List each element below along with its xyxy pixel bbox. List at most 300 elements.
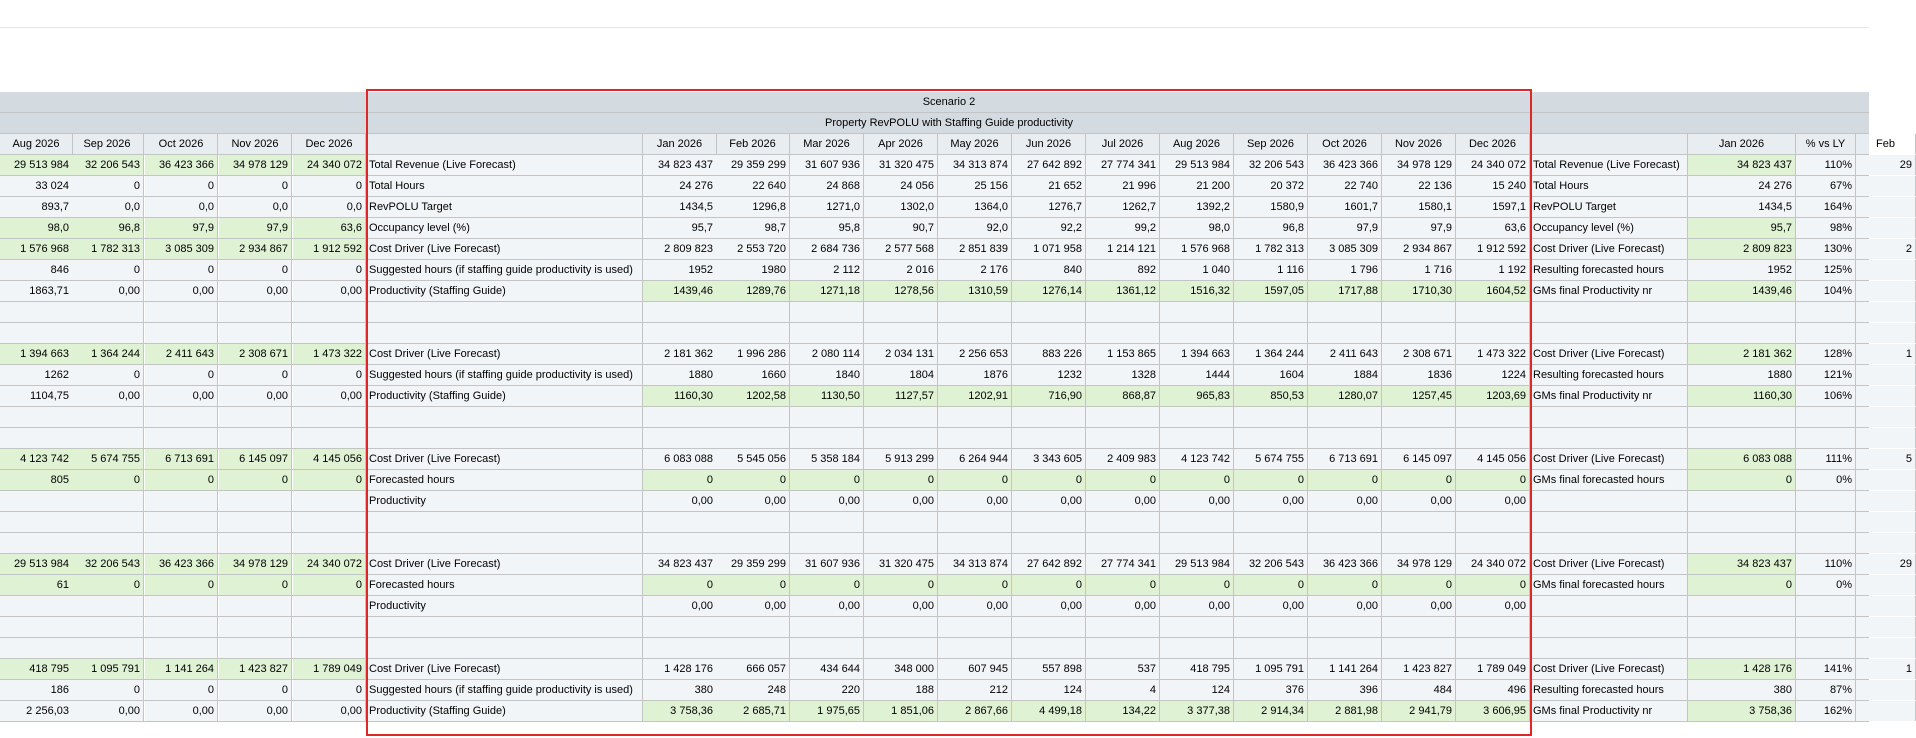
value-cell[interactable]: 1392,2 bbox=[1160, 197, 1234, 217]
value-cell[interactable] bbox=[716, 407, 790, 427]
right-value-cell[interactable]: 125% bbox=[1796, 260, 1856, 280]
value-cell[interactable]: 2 176 bbox=[938, 260, 1012, 280]
left-value-cell[interactable]: 0 bbox=[219, 260, 292, 280]
right-value-cell[interactable] bbox=[1688, 617, 1796, 637]
value-cell[interactable]: 1604,52 bbox=[1456, 281, 1530, 301]
right-value-cell[interactable]: 1 bbox=[1856, 659, 1916, 679]
value-cell[interactable]: 0,00 bbox=[1234, 596, 1308, 616]
left-value-cell[interactable] bbox=[0, 617, 73, 637]
left-value-cell[interactable] bbox=[0, 491, 73, 511]
value-cell[interactable]: 0,00 bbox=[1308, 491, 1382, 511]
left-value-cell[interactable]: 1 576 968 bbox=[0, 239, 73, 259]
left-value-cell[interactable] bbox=[219, 428, 292, 448]
right-value-cell[interactable] bbox=[1856, 533, 1916, 553]
right-value-cell[interactable] bbox=[1856, 512, 1916, 532]
value-cell[interactable]: 27 642 892 bbox=[1012, 554, 1086, 574]
left-value-cell[interactable]: 32 206 543 bbox=[71, 155, 144, 175]
value-cell[interactable]: 29 359 299 bbox=[716, 554, 790, 574]
right-value-cell[interactable] bbox=[1856, 701, 1916, 721]
left-value-cell[interactable]: 32 206 543 bbox=[71, 554, 144, 574]
value-cell[interactable] bbox=[864, 323, 938, 343]
right-label-cell[interactable]: Cost Driver (Live Forecast) bbox=[1530, 344, 1688, 364]
row-label-cell[interactable]: Suggested hours (if staffing guide productivity is used) bbox=[366, 260, 643, 280]
left-value-cell[interactable]: 1 364 244 bbox=[71, 344, 144, 364]
value-cell[interactable]: 0 bbox=[1160, 575, 1234, 595]
left-value-cell[interactable]: 0 bbox=[219, 575, 292, 595]
value-cell[interactable]: 0,00 bbox=[716, 491, 790, 511]
value-cell[interactable]: 29 513 984 bbox=[1160, 155, 1234, 175]
right-value-cell[interactable] bbox=[1796, 491, 1856, 511]
value-cell[interactable] bbox=[1160, 323, 1234, 343]
value-cell[interactable] bbox=[1382, 302, 1456, 322]
value-cell[interactable] bbox=[1456, 302, 1530, 322]
left-value-cell[interactable]: 29 513 984 bbox=[0, 554, 73, 574]
value-cell[interactable]: 0,00 bbox=[1012, 596, 1086, 616]
left-value-cell[interactable]: 34 978 129 bbox=[219, 554, 292, 574]
value-cell[interactable] bbox=[1456, 617, 1530, 637]
value-cell[interactable]: 868,87 bbox=[1086, 386, 1160, 406]
value-cell[interactable]: 2 308 671 bbox=[1382, 344, 1456, 364]
left-value-cell[interactable]: 0 bbox=[71, 470, 144, 490]
value-cell[interactable]: 883 226 bbox=[1012, 344, 1086, 364]
value-cell[interactable]: 1289,76 bbox=[716, 281, 790, 301]
value-cell[interactable]: 2 181 362 bbox=[643, 344, 717, 364]
value-cell[interactable]: 0 bbox=[1456, 470, 1530, 490]
value-cell[interactable]: 34 823 437 bbox=[643, 554, 717, 574]
value-cell[interactable]: 34 978 129 bbox=[1382, 155, 1456, 175]
value-cell[interactable] bbox=[938, 323, 1012, 343]
value-cell[interactable]: 27 642 892 bbox=[1012, 155, 1086, 175]
value-cell[interactable]: 2 034 131 bbox=[864, 344, 938, 364]
value-cell[interactable]: 22 136 bbox=[1382, 176, 1456, 196]
left-value-cell[interactable]: 1863,71 bbox=[0, 281, 73, 301]
value-cell[interactable]: 34 978 129 bbox=[1382, 554, 1456, 574]
left-value-cell[interactable]: 0 bbox=[293, 365, 366, 385]
value-cell[interactable]: 1 423 827 bbox=[1382, 659, 1456, 679]
value-cell[interactable] bbox=[1456, 407, 1530, 427]
left-value-cell[interactable]: 6 145 097 bbox=[219, 449, 292, 469]
row-label-cell[interactable]: Productivity (Staffing Guide) bbox=[366, 281, 643, 301]
value-cell[interactable]: 1439,46 bbox=[643, 281, 717, 301]
left-value-cell[interactable]: 0 bbox=[71, 365, 144, 385]
value-cell[interactable]: 434 644 bbox=[790, 659, 864, 679]
right-value-cell[interactable] bbox=[1688, 596, 1796, 616]
value-cell[interactable] bbox=[1456, 533, 1530, 553]
left-value-cell[interactable]: 0 bbox=[293, 260, 366, 280]
right-value-cell[interactable]: 130% bbox=[1796, 239, 1856, 259]
value-cell[interactable]: 0,00 bbox=[1308, 596, 1382, 616]
left-value-cell[interactable]: 33 024 bbox=[0, 176, 73, 196]
value-cell[interactable]: 0,00 bbox=[1086, 491, 1160, 511]
value-cell[interactable]: 6 083 088 bbox=[643, 449, 717, 469]
left-value-cell[interactable]: 4 123 742 bbox=[0, 449, 73, 469]
value-cell[interactable]: 21 200 bbox=[1160, 176, 1234, 196]
left-value-cell[interactable]: 1 141 264 bbox=[145, 659, 218, 679]
left-value-cell[interactable] bbox=[0, 323, 73, 343]
left-value-cell[interactable]: 846 bbox=[0, 260, 73, 280]
value-cell[interactable] bbox=[716, 638, 790, 658]
right-value-cell[interactable]: 1439,46 bbox=[1688, 281, 1796, 301]
value-cell[interactable] bbox=[716, 512, 790, 532]
value-cell[interactable] bbox=[864, 428, 938, 448]
value-cell[interactable]: 1 214 121 bbox=[1086, 239, 1160, 259]
value-cell[interactable]: 5 913 299 bbox=[864, 449, 938, 469]
value-cell[interactable]: 95,7 bbox=[643, 218, 717, 238]
value-cell[interactable] bbox=[938, 512, 1012, 532]
right-label-cell[interactable]: Resulting forecasted hours bbox=[1530, 260, 1688, 280]
value-cell[interactable]: 666 057 bbox=[716, 659, 790, 679]
value-cell[interactable]: 1364,0 bbox=[938, 197, 1012, 217]
value-cell[interactable] bbox=[790, 428, 864, 448]
right-label-cell[interactable]: GMs final forecasted hours bbox=[1530, 470, 1688, 490]
value-cell[interactable]: 0,00 bbox=[938, 491, 1012, 511]
value-cell[interactable]: 1597,05 bbox=[1234, 281, 1308, 301]
right-value-cell[interactable]: 34 823 437 bbox=[1688, 554, 1796, 574]
value-cell[interactable] bbox=[1382, 533, 1456, 553]
value-cell[interactable]: 3 758,36 bbox=[643, 701, 717, 721]
value-cell[interactable]: 380 bbox=[643, 680, 717, 700]
right-value-cell[interactable] bbox=[1856, 638, 1916, 658]
right-value-cell[interactable] bbox=[1688, 407, 1796, 427]
value-cell[interactable]: 1880 bbox=[643, 365, 717, 385]
value-cell[interactable]: 3 085 309 bbox=[1308, 239, 1382, 259]
value-cell[interactable] bbox=[1234, 407, 1308, 427]
value-cell[interactable]: 0,00 bbox=[864, 491, 938, 511]
left-value-cell[interactable]: 1262 bbox=[0, 365, 73, 385]
right-value-cell[interactable]: 1434,5 bbox=[1688, 197, 1796, 217]
left-value-cell[interactable]: 36 423 366 bbox=[145, 554, 218, 574]
value-cell[interactable]: 0,00 bbox=[1086, 596, 1160, 616]
value-cell[interactable]: 1361,12 bbox=[1086, 281, 1160, 301]
left-value-cell[interactable] bbox=[219, 533, 292, 553]
right-value-cell[interactable]: 0% bbox=[1796, 575, 1856, 595]
value-cell[interactable] bbox=[938, 533, 1012, 553]
right-label-cell[interactable] bbox=[1530, 596, 1688, 616]
value-cell[interactable]: 2 881,98 bbox=[1308, 701, 1382, 721]
value-cell[interactable] bbox=[1234, 617, 1308, 637]
value-cell[interactable]: 98,0 bbox=[1160, 218, 1234, 238]
right-value-cell[interactable]: 121% bbox=[1796, 365, 1856, 385]
left-value-cell[interactable] bbox=[0, 512, 73, 532]
right-value-cell[interactable] bbox=[1856, 407, 1916, 427]
left-value-cell[interactable]: 0 bbox=[145, 176, 218, 196]
left-value-cell[interactable] bbox=[145, 428, 218, 448]
value-cell[interactable] bbox=[1160, 533, 1234, 553]
left-value-cell[interactable] bbox=[71, 323, 144, 343]
left-value-cell[interactable] bbox=[0, 638, 73, 658]
value-cell[interactable] bbox=[938, 302, 1012, 322]
value-cell[interactable] bbox=[1012, 323, 1086, 343]
left-value-cell[interactable]: 1 912 592 bbox=[293, 239, 366, 259]
value-cell[interactable]: 484 bbox=[1382, 680, 1456, 700]
left-value-cell[interactable] bbox=[293, 323, 366, 343]
value-cell[interactable]: 4 145 056 bbox=[1456, 449, 1530, 469]
left-value-cell[interactable]: 24 340 072 bbox=[293, 554, 366, 574]
left-value-cell[interactable] bbox=[219, 596, 292, 616]
value-cell[interactable]: 1 851,06 bbox=[864, 701, 938, 721]
left-value-cell[interactable] bbox=[0, 302, 73, 322]
right-value-cell[interactable]: 0 bbox=[1688, 575, 1796, 595]
value-cell[interactable]: 34 313 874 bbox=[938, 155, 1012, 175]
right-value-cell[interactable]: 111% bbox=[1796, 449, 1856, 469]
value-cell[interactable]: 1580,9 bbox=[1234, 197, 1308, 217]
left-value-cell[interactable]: 2 308 671 bbox=[219, 344, 292, 364]
value-cell[interactable]: 1160,30 bbox=[643, 386, 717, 406]
left-value-cell[interactable]: 24 340 072 bbox=[293, 155, 366, 175]
right-value-cell[interactable]: 1 bbox=[1856, 344, 1916, 364]
value-cell[interactable]: 2 016 bbox=[864, 260, 938, 280]
value-cell[interactable] bbox=[1086, 407, 1160, 427]
left-value-cell[interactable]: 0 bbox=[145, 470, 218, 490]
row-label-cell[interactable]: Cost Driver (Live Forecast) bbox=[366, 554, 643, 574]
left-value-cell[interactable] bbox=[145, 407, 218, 427]
right-value-cell[interactable]: 1952 bbox=[1688, 260, 1796, 280]
value-cell[interactable]: 1 394 663 bbox=[1160, 344, 1234, 364]
right-value-cell[interactable]: 98% bbox=[1796, 218, 1856, 238]
left-value-cell[interactable]: 1 473 322 bbox=[293, 344, 366, 364]
value-cell[interactable] bbox=[643, 302, 717, 322]
value-cell[interactable]: 22 640 bbox=[716, 176, 790, 196]
right-value-cell[interactable] bbox=[1856, 260, 1916, 280]
value-cell[interactable] bbox=[864, 638, 938, 658]
value-cell[interactable]: 21 996 bbox=[1086, 176, 1160, 196]
value-cell[interactable]: 1660 bbox=[716, 365, 790, 385]
right-value-cell[interactable] bbox=[1796, 617, 1856, 637]
left-value-cell[interactable] bbox=[293, 638, 366, 658]
value-cell[interactable]: 0,00 bbox=[790, 491, 864, 511]
left-value-cell[interactable] bbox=[71, 617, 144, 637]
right-label-cell[interactable]: Resulting forecasted hours bbox=[1530, 680, 1688, 700]
left-value-cell[interactable]: 0 bbox=[71, 680, 144, 700]
value-cell[interactable] bbox=[790, 617, 864, 637]
value-cell[interactable]: 0 bbox=[1382, 470, 1456, 490]
right-value-cell[interactable] bbox=[1796, 512, 1856, 532]
value-cell[interactable] bbox=[1308, 323, 1382, 343]
right-label-cell[interactable]: Cost Driver (Live Forecast) bbox=[1530, 659, 1688, 679]
right-value-cell[interactable]: 1880 bbox=[1688, 365, 1796, 385]
left-value-cell[interactable]: 805 bbox=[0, 470, 73, 490]
value-cell[interactable] bbox=[643, 638, 717, 658]
value-cell[interactable]: 1597,1 bbox=[1456, 197, 1530, 217]
left-value-cell[interactable] bbox=[145, 491, 218, 511]
value-cell[interactable]: 92,2 bbox=[1012, 218, 1086, 238]
value-cell[interactable] bbox=[864, 617, 938, 637]
left-value-cell[interactable]: 0,00 bbox=[145, 386, 218, 406]
left-value-cell[interactable]: 63,6 bbox=[293, 218, 366, 238]
value-cell[interactable]: 1 141 264 bbox=[1308, 659, 1382, 679]
value-cell[interactable] bbox=[1382, 638, 1456, 658]
right-value-cell[interactable] bbox=[1796, 638, 1856, 658]
left-value-cell[interactable]: 97,9 bbox=[219, 218, 292, 238]
value-cell[interactable]: 0 bbox=[643, 575, 717, 595]
value-cell[interactable]: 5 545 056 bbox=[716, 449, 790, 469]
left-value-cell[interactable] bbox=[71, 428, 144, 448]
value-cell[interactable]: 22 740 bbox=[1308, 176, 1382, 196]
right-value-cell[interactable] bbox=[1856, 617, 1916, 637]
value-cell[interactable] bbox=[1308, 617, 1382, 637]
value-cell[interactable]: 0 bbox=[1382, 575, 1456, 595]
value-cell[interactable]: 1434,5 bbox=[643, 197, 717, 217]
value-cell[interactable]: 0 bbox=[1308, 575, 1382, 595]
value-cell[interactable]: 1 912 592 bbox=[1456, 239, 1530, 259]
value-cell[interactable]: 4 bbox=[1086, 680, 1160, 700]
value-cell[interactable]: 24 056 bbox=[864, 176, 938, 196]
left-value-cell[interactable] bbox=[0, 533, 73, 553]
value-cell[interactable] bbox=[1308, 533, 1382, 553]
left-value-cell[interactable] bbox=[219, 323, 292, 343]
value-cell[interactable]: 892 bbox=[1086, 260, 1160, 280]
right-value-cell[interactable]: 1 428 176 bbox=[1688, 659, 1796, 679]
value-cell[interactable]: 0,00 bbox=[864, 596, 938, 616]
value-cell[interactable]: 124 bbox=[1012, 680, 1086, 700]
left-value-cell[interactable] bbox=[293, 533, 366, 553]
left-value-cell[interactable] bbox=[0, 407, 73, 427]
value-cell[interactable]: 850,53 bbox=[1234, 386, 1308, 406]
value-cell[interactable]: 0 bbox=[1308, 470, 1382, 490]
left-value-cell[interactable]: 1 394 663 bbox=[0, 344, 73, 364]
row-label-cell[interactable]: Total Hours bbox=[366, 176, 643, 196]
value-cell[interactable] bbox=[1160, 407, 1234, 427]
value-cell[interactable]: 1271,0 bbox=[790, 197, 864, 217]
right-value-cell[interactable]: 2 809 823 bbox=[1688, 239, 1796, 259]
right-value-cell[interactable] bbox=[1856, 575, 1916, 595]
value-cell[interactable]: 2 553 720 bbox=[716, 239, 790, 259]
left-value-cell[interactable]: 0 bbox=[145, 260, 218, 280]
value-cell[interactable]: 32 206 543 bbox=[1234, 155, 1308, 175]
right-value-cell[interactable]: 2 181 362 bbox=[1688, 344, 1796, 364]
value-cell[interactable] bbox=[1382, 617, 1456, 637]
value-cell[interactable] bbox=[1012, 302, 1086, 322]
right-label-cell[interactable]: GMs final Productivity nr bbox=[1530, 281, 1688, 301]
right-label-cell[interactable]: Resulting forecasted hours bbox=[1530, 365, 1688, 385]
value-cell[interactable]: 1 428 176 bbox=[643, 659, 717, 679]
value-cell[interactable]: 1278,56 bbox=[864, 281, 938, 301]
right-value-cell[interactable]: 162% bbox=[1796, 701, 1856, 721]
row-label-cell[interactable]: Suggested hours (if staffing guide productivity is used) bbox=[366, 680, 643, 700]
value-cell[interactable]: 27 774 341 bbox=[1086, 554, 1160, 574]
left-value-cell[interactable]: 34 978 129 bbox=[219, 155, 292, 175]
value-cell[interactable]: 1 473 322 bbox=[1456, 344, 1530, 364]
value-cell[interactable]: 1604 bbox=[1234, 365, 1308, 385]
value-cell[interactable] bbox=[790, 407, 864, 427]
left-value-cell[interactable]: 0,00 bbox=[219, 281, 292, 301]
left-value-cell[interactable] bbox=[219, 302, 292, 322]
value-cell[interactable]: 1203,69 bbox=[1456, 386, 1530, 406]
value-cell[interactable] bbox=[1308, 512, 1382, 532]
value-cell[interactable]: 20 372 bbox=[1234, 176, 1308, 196]
left-value-cell[interactable]: 6 713 691 bbox=[145, 449, 218, 469]
value-cell[interactable]: 396 bbox=[1308, 680, 1382, 700]
right-value-cell[interactable] bbox=[1688, 638, 1796, 658]
right-label-cell[interactable]: GMs final forecasted hours bbox=[1530, 575, 1688, 595]
left-value-cell[interactable] bbox=[219, 491, 292, 511]
right-value-cell[interactable] bbox=[1856, 386, 1916, 406]
value-cell[interactable]: 2 914,34 bbox=[1234, 701, 1308, 721]
row-label-cell[interactable]: Productivity (Staffing Guide) bbox=[366, 386, 643, 406]
right-value-cell[interactable] bbox=[1796, 323, 1856, 343]
value-cell[interactable]: 0,00 bbox=[716, 596, 790, 616]
value-cell[interactable]: 97,9 bbox=[1382, 218, 1456, 238]
left-value-cell[interactable] bbox=[0, 428, 73, 448]
value-cell[interactable]: 34 823 437 bbox=[643, 155, 717, 175]
value-cell[interactable]: 24 868 bbox=[790, 176, 864, 196]
value-cell[interactable] bbox=[1308, 407, 1382, 427]
right-label-cell[interactable] bbox=[1530, 491, 1688, 511]
value-cell[interactable]: 537 bbox=[1086, 659, 1160, 679]
row-label-cell[interactable] bbox=[366, 617, 643, 637]
left-value-cell[interactable]: 0,00 bbox=[293, 701, 366, 721]
left-value-cell[interactable] bbox=[71, 407, 144, 427]
value-cell[interactable]: 1127,57 bbox=[864, 386, 938, 406]
left-value-cell[interactable] bbox=[0, 596, 73, 616]
left-value-cell[interactable]: 2 411 643 bbox=[145, 344, 218, 364]
value-cell[interactable]: 1836 bbox=[1382, 365, 1456, 385]
value-cell[interactable]: 2 080 114 bbox=[790, 344, 864, 364]
right-value-cell[interactable] bbox=[1796, 407, 1856, 427]
value-cell[interactable]: 1804 bbox=[864, 365, 938, 385]
right-label-cell[interactable] bbox=[1530, 617, 1688, 637]
value-cell[interactable]: 1717,88 bbox=[1308, 281, 1382, 301]
value-cell[interactable]: 1280,07 bbox=[1308, 386, 1382, 406]
right-value-cell[interactable]: 104% bbox=[1796, 281, 1856, 301]
right-value-cell[interactable]: 67% bbox=[1796, 176, 1856, 196]
value-cell[interactable] bbox=[1308, 302, 1382, 322]
right-value-cell[interactable] bbox=[1856, 302, 1916, 322]
value-cell[interactable] bbox=[643, 323, 717, 343]
right-value-cell[interactable] bbox=[1796, 428, 1856, 448]
value-cell[interactable]: 2 867,66 bbox=[938, 701, 1012, 721]
left-value-cell[interactable] bbox=[145, 617, 218, 637]
right-value-cell[interactable] bbox=[1856, 218, 1916, 238]
left-value-cell[interactable]: 0,0 bbox=[293, 197, 366, 217]
left-value-cell[interactable]: 0 bbox=[293, 470, 366, 490]
value-cell[interactable]: 31 607 936 bbox=[790, 554, 864, 574]
value-cell[interactable]: 0,00 bbox=[1382, 491, 1456, 511]
value-cell[interactable]: 212 bbox=[938, 680, 1012, 700]
value-cell[interactable]: 1310,59 bbox=[938, 281, 1012, 301]
value-cell[interactable]: 31 320 475 bbox=[864, 554, 938, 574]
value-cell[interactable]: 1876 bbox=[938, 365, 1012, 385]
value-cell[interactable] bbox=[1012, 638, 1086, 658]
value-cell[interactable]: 0 bbox=[1160, 470, 1234, 490]
value-cell[interactable] bbox=[1234, 428, 1308, 448]
value-cell[interactable]: 0 bbox=[1456, 575, 1530, 595]
value-cell[interactable]: 95,8 bbox=[790, 218, 864, 238]
value-cell[interactable]: 2 941,79 bbox=[1382, 701, 1456, 721]
row-label-cell[interactable]: Cost Driver (Live Forecast) bbox=[366, 659, 643, 679]
value-cell[interactable]: 0 bbox=[1086, 470, 1160, 490]
value-cell[interactable]: 1202,91 bbox=[938, 386, 1012, 406]
right-value-cell[interactable] bbox=[1796, 302, 1856, 322]
left-value-cell[interactable] bbox=[145, 533, 218, 553]
value-cell[interactable] bbox=[643, 533, 717, 553]
value-cell[interactable]: 1296,8 bbox=[716, 197, 790, 217]
value-cell[interactable] bbox=[1012, 617, 1086, 637]
value-cell[interactable]: 0 bbox=[790, 470, 864, 490]
value-cell[interactable]: 0,00 bbox=[643, 596, 717, 616]
left-value-cell[interactable]: 0,00 bbox=[293, 281, 366, 301]
value-cell[interactable]: 1601,7 bbox=[1308, 197, 1382, 217]
left-value-cell[interactable]: 0 bbox=[293, 680, 366, 700]
value-cell[interactable]: 0 bbox=[716, 575, 790, 595]
value-cell[interactable] bbox=[1234, 533, 1308, 553]
left-value-cell[interactable] bbox=[71, 512, 144, 532]
value-cell[interactable]: 34 313 874 bbox=[938, 554, 1012, 574]
value-cell[interactable]: 124 bbox=[1160, 680, 1234, 700]
value-cell[interactable]: 1 796 bbox=[1308, 260, 1382, 280]
value-cell[interactable]: 97,9 bbox=[1308, 218, 1382, 238]
row-label-cell[interactable] bbox=[366, 302, 643, 322]
